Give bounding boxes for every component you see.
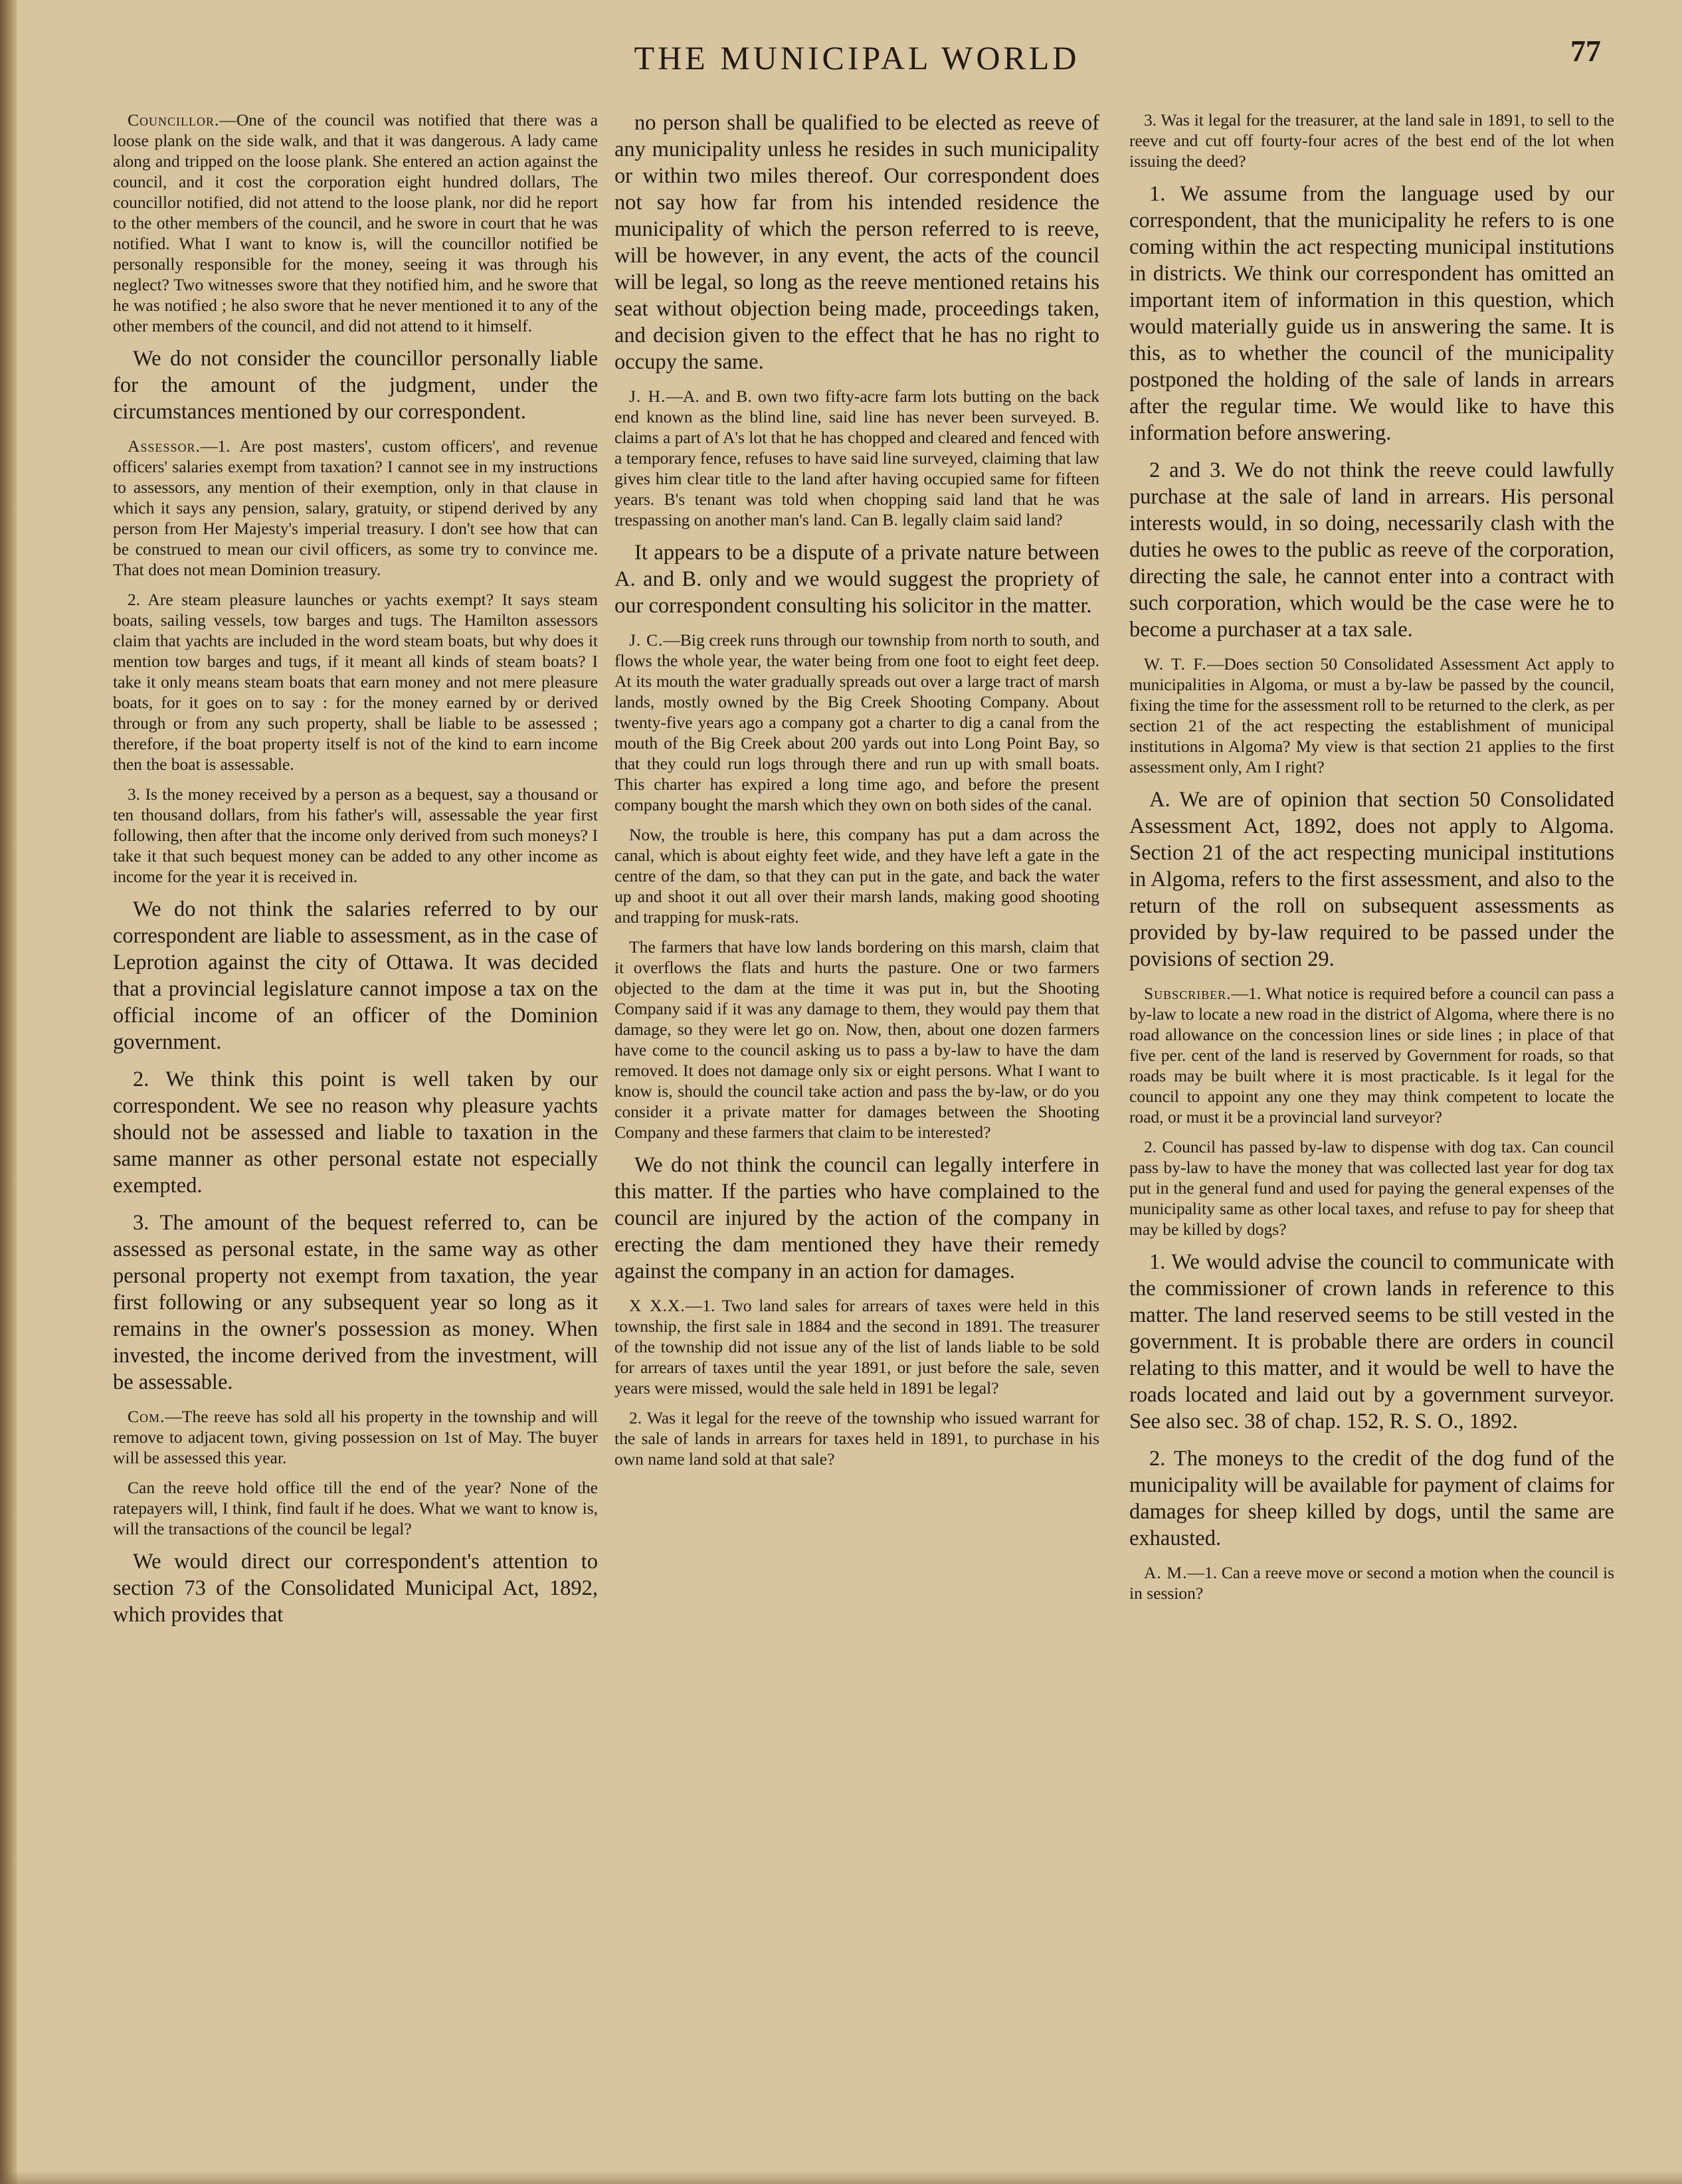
correspondent-signature: Subscriber.	[1144, 984, 1232, 1003]
paragraph-text: —The reeve has sold all his property in the township and will remove to adjacent town, giving possession on 1st of May. The buyer will be assessed this year.	[113, 1407, 598, 1467]
paragraph-text: 3. The amount of the bequest referred to, can be assessed as personal estate, in the same way as other personal property not exempt from taxation, the year first following or any subsequent year so long as it remains in the owner's possession as money. When invested, the income derived from the investment, will be assessable.	[113, 1211, 598, 1394]
paragraph-text: —1. Two land sales for arrears of taxes were held in this township, the first sale in 1884 and the second in 1891. The treasurer of the township did not issue any of the list of lands liable to be sold for arrears of taxes until the year 1891, or just before the sale, seven years were missed, would the sale held in 1891 be legal?	[614, 1296, 1099, 1398]
text-column-3	[1129, 110, 1614, 2149]
editorial-answer	[1129, 1445, 1614, 1552]
paragraph-text: We would direct our correspondent's attention to section 73 of the Consolidated Municipal Act, 1892, which provides that	[113, 1550, 598, 1627]
correspondent-signature: A. M.	[1144, 1563, 1188, 1582]
paragraph-text: —A. and B. own two fifty-acre farm lots butting on the back end known as the blind line, said line has never been surveyed. B. claims a part of A's lot that he has chopped and cleared and fenced with a temporary fence, refuses to have said line surveyed, claiming that law gives him clear title to the land after having occupied same for fifteen years. B's tenant was told when chopping said land that he was trespassing on another man's land. Can B. legally claim said land?	[614, 387, 1099, 529]
correspondent-signature: J. C.	[629, 630, 664, 650]
paragraph-text: It appears to be a dispute of a private nature between A. and B. only and we would suggest the propriety of our correspondent consulting his solicitor in the matter.	[614, 541, 1099, 618]
correspondent-query	[113, 1477, 598, 1539]
editorial-answer	[113, 345, 598, 425]
paragraph-text: —Big creek runs through our township from north to south, and flows the whole year, the water being from one foot to eight feet deep. At its mouth the water gradually spreads out over a large tract of marsh lands, mostly owned by the Big Creek Shooting Company. About twenty-five years ago a company got a charter to dig a canal from the mouth of the Big Creek about 200 yards out into Long Point Bay, so that they could run logs through there and run up with small boats. This charter has expired a long time ago, and before the present company bought the marsh which they own on both sides of the canal.	[614, 630, 1099, 814]
paragraph-text: no person shall be qualified to be elected as reeve of any municipality unless he resides in such municipality or within two miles thereof. Our correspondent does not say how far from his intended residence the municipality of which the person referred to is reeve, will be however, in any event, the acts of the council will be legal, so long as the reeve mentioned retains his seat without objection being made, proceedings taken, and decision given to the effect that he has no right to occupy the same.	[614, 111, 1099, 374]
text-column-2	[614, 110, 1099, 2149]
paragraph-text: 2. Are steam pleasure launches or yachts exempt? It says steam boats, sailing vessels, tow barges and tugs. The Hamilton assessors claim that yachts are included in the word steam boats, but why does it mention tow barges and tugs, if it meant all kinds of steam boats? I take it only means steam boats that earn money and not mere pleasure boats, for it goes on to say : for the money earned by or derived through or from any such property, shall be liable to be assessed ; therefore, if the boat property itself is not of the kind to earn income then the boat is assessable.	[113, 590, 598, 774]
correspondent-query	[614, 1295, 1099, 1398]
paragraph-text: We do not consider the councillor personally liable for the amount of the judgment, under the circumstances mentioned by our correspondent.	[113, 347, 598, 424]
paragraph-text: —1. Can a reeve move or second a motion when the council is in session?	[1129, 1563, 1614, 1603]
page-number: 77	[1570, 34, 1601, 68]
paragraph-text: A. We are of opinion that section 50 Consolidated Assessment Act, 1892, does not apply to Algoma. Section 21 of the act respecting municipal institutions in Algoma, refers to the first assessment, and also to the return of the roll on subsequent assessments as provided by by-law required to be passed under the povisions of section 29.	[1129, 788, 1614, 971]
correspondent-query	[113, 110, 598, 336]
correspondent-signature: Assessor.	[128, 436, 201, 456]
paragraph-text: —Does section 50 Consolidated Assessment Act apply to municipalities in Algoma, or must a by-law be passed by the council, fixing the time for the assessment roll to be returned to the clerk, as per section 21 of the act respecting the establishment of municipal institutions in Algoma? My view is that section 21 applies to the first assessment only, Am I right?	[1129, 654, 1614, 776]
correspondent-query	[614, 824, 1099, 927]
paragraph-text: —1. Are post masters', custom officers', and revenue officers' salaries exempt from taxation? I cannot see in my instructions to assessors, any mention of their exemption, only in that clause in which it says any pension, salary, gratuity, or stipend derived by any person from Her Majesty's imperial treasury. I don't see how that can be construed to mean our civil officers, as some try to convince me. That does not mean Dominion treasury.	[113, 436, 598, 579]
correspondent-query	[614, 1408, 1099, 1469]
editorial-answer	[113, 1548, 598, 1628]
paragraph-text: 2 and 3. We do not think the reeve could lawfully purchase at the sale of land in arrears. His personal interests would, in so doing, necessarily clash with the duties he owes to the public as reeve of the corporation, directing the sale, he cannot enter into a contract with such corporation, which would be the case were he to become a purchaser at a tax sale.	[1129, 458, 1614, 642]
correspondent-query	[614, 630, 1099, 815]
correspondent-query	[113, 784, 598, 887]
paragraph-text: Can the reeve hold office till the end of the year? None of the ratepayers will, I think, find fault if he does. What we want to know is, will the transactions of the council be legal?	[113, 1478, 598, 1538]
editorial-answer	[1129, 786, 1614, 972]
editorial-answer	[113, 896, 598, 1055]
correspondent-query	[1129, 110, 1614, 171]
editorial-answer	[113, 1210, 598, 1396]
correspondent-query	[113, 589, 598, 774]
paragraph-text: We do not think the council can legally interfere in this matter. If the parties who have complained to the council are injured by the action of the company in erecting the dam mentioned they have their remedy against the company in an action for damages.	[614, 1153, 1099, 1283]
paragraph-text: The farmers that have low lands bordering on this marsh, claim that it overflows the flats and hurts the pasture. One or two farmers objected to the dam at the time it was put in, but the Shooting Company said if it was any damage to them, they would pay them that damage, so they were let go on. Now, then, about one dozen farmers have come to the council asking us to pass a by-law to have the dam removed. It does not damage only six or eight persons. What I want to know is, should the council take action and pass the by-law, or do you consider it a private matter for damages between the Shooting Company and these farmers that claim to be interested?	[614, 937, 1099, 1142]
editorial-answer	[614, 110, 1099, 375]
correspondent-signature: Councillor.	[128, 110, 220, 130]
correspondent-query	[1129, 983, 1614, 1127]
journal-title: THE MUNICIPAL WORLD	[634, 39, 1080, 76]
paragraph-text: 3. Was it legal for the treasurer, at the land sale in 1891, to sell to the reeve and cut off fourty-four acres of the best end of the lot when issuing the deed?	[1129, 110, 1614, 171]
correspondent-query	[1129, 1562, 1614, 1603]
text-column-1	[113, 110, 598, 2149]
correspondent-signature: X X.X.	[629, 1296, 686, 1315]
paragraph-text: 2. Council has passed by-law to dispense with dog tax. Can council pass by-law to have the money that was collected last year for dog tax put in the general fund and used for paying the general expenses of the municipality same as other local taxes, and refuse to pay for sheep that may be killed by dogs?	[1129, 1137, 1614, 1239]
page-bottom-shadow	[0, 2171, 1682, 2184]
correspondent-query	[1129, 1137, 1614, 1239]
editorial-answer	[614, 539, 1099, 619]
correspondent-query	[614, 386, 1099, 530]
paragraph-text: —1. What notice is required before a council can pass a by-law to locate a new road in the district of Algoma, where there is no road allowance on the concession lines or side lines ; in place of that five per. cent of the land is reserved by Government for roads, so that roads may be built where it is most practicable. Is it legal for the council to appoint any one they may think competent to locate the road, or must it be a provincial land surveyor?	[1129, 984, 1614, 1127]
editorial-answer	[1129, 1249, 1614, 1435]
paragraph-text: 3. Is the money received by a person as a bequest, say a thousand or ten thousand dollars, from his father's will, assessable the year first following, then after that the income only derived from such moneys? I take it that such bequest money can be added to any other income as income for the year it is received in.	[113, 784, 598, 886]
paragraph-text: We do not think the salaries referred to by our correspondent are liable to assessment, as in the case of Leprotion against the city of Ottawa. It was decided that a provincial legislature cannot impose a tax on the official income of an officer of the Dominion government.	[113, 897, 598, 1054]
paragraph-text: Now, the trouble is here, this company has put a dam across the canal, which is about eighty feet wide, and they have left a gate in the centre of the dam, so that they can put in the gate, and back the water up and shoot it out all over their marsh lands, making good shooting and trapping for musk-rats.	[614, 825, 1099, 927]
editorial-answer	[1129, 181, 1614, 446]
paragraph-text: 2. We think this point is well taken by our correspondent. We see no reason why pleasure yachts should not be assessed and liable to taxation in the same manner as other personal estate not especially exempted.	[113, 1067, 598, 1198]
editorial-answer	[1129, 457, 1614, 643]
paragraph-text: —One of the council was notified that there was a loose plank on the side walk, and that it was dangerous. A lady came along and tripped on the loose plank. She entered an action against the council, and it cost the corporation eight hundred dollars, The councillor notified, did not attend to the loose plank, nor did he report to the other members of the council, and he swore in court that he was notified. What I want to know is, will the councillor notified be personally responsible for the money, seeing it was through his neglect? Two witnesses swore that they notified him, and he swore that he was notified ; he also swore that he never mentioned it to any of the other members of the council, and did not attend to it himself.	[113, 110, 598, 335]
correspondent-signature: Com.	[128, 1407, 165, 1426]
page-spine-shadow	[0, 0, 17, 2184]
page-header	[106, 33, 1608, 86]
editorial-answer	[113, 1066, 598, 1199]
correspondent-query	[113, 1406, 598, 1468]
paragraph-text: 1. We would advise the council to communicate with the commissioner of crown lands in reference to this matter. The land reserved seems to be still vested in the government. It is probable there are orders in council relating to this matter, and it would be well to have the roads located and laid out by a government surveyor. See also sec. 38 of chap. 152, R. S. O., 1892.	[1129, 1250, 1614, 1433]
paragraph-text: 2. The moneys to the credit of the dog fund of the municipality will be available for payment of claims for damages for sheep killed by dogs, until the same are exhausted.	[1129, 1447, 1614, 1550]
correspondent-signature: J. H.	[629, 387, 666, 406]
correspondent-query	[113, 436, 598, 580]
paragraph-text: 1. We assume from the language used by our correspondent, that the municipality he refers to is one coming within the act respecting municipal institutions in districts. We think our correspondent has omitted an important item of information in this question, which would materially guide us in answering the same. It is this, as to whether the council of the municipality postponed the holding of the sale of lands in arrears after the regular time. We would like to have this information before answering.	[1129, 182, 1614, 445]
editorial-answer	[614, 1152, 1099, 1285]
correspondent-query	[614, 937, 1099, 1142]
paragraph-text: 2. Was it legal for the reeve of the township who issued warrant for the sale of lands in arrears for taxes held in 1891, to purchase in his own name land sold at that sale?	[614, 1408, 1099, 1469]
correspondent-query	[1129, 654, 1614, 777]
correspondent-signature: W. T. F.	[1144, 654, 1207, 674]
